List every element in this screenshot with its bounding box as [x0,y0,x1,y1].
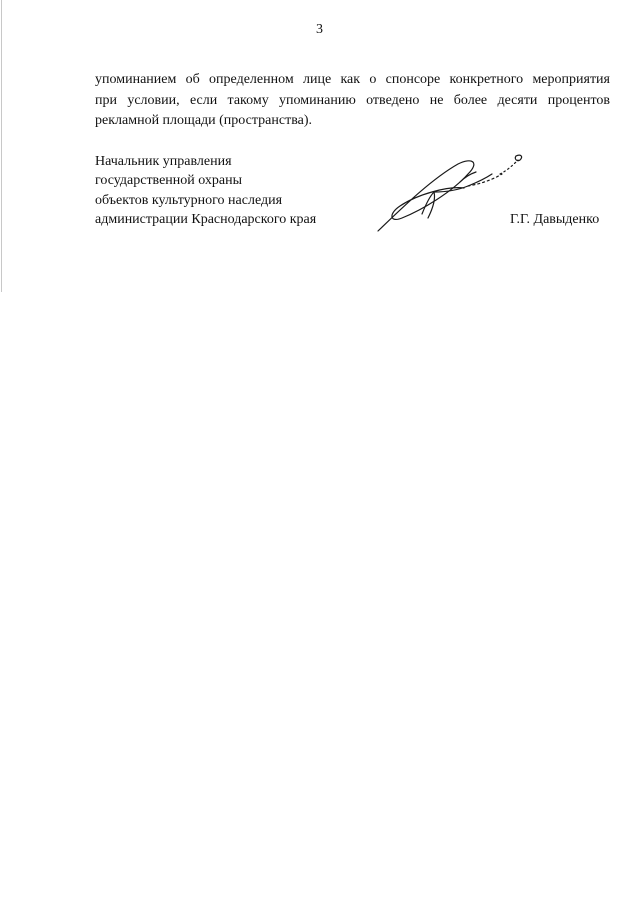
paragraph-line: при условии, если такому упоминанию отведено не более десяти процентов [95,92,610,108]
position-line: Начальник управления [95,154,232,169]
signatory-position [95,152,335,229]
page-number: 3 [316,22,323,37]
position-line: объектов культурного наследия [95,192,283,208]
handwritten-signature [360,152,535,234]
position-line: администрации Краснодарского края [95,211,317,227]
paragraph-line: рекламной площади (пространства). [95,113,312,128]
paragraph-line: упоминанием об определенном лице как о спонсоре конкретного мероприятия [95,72,610,87]
position-line: государственной охраны [95,173,243,189]
signer-name: Г.Г. Давыденко [510,212,600,227]
body-paragraph [95,70,610,132]
scan-edge-line [1,0,2,292]
